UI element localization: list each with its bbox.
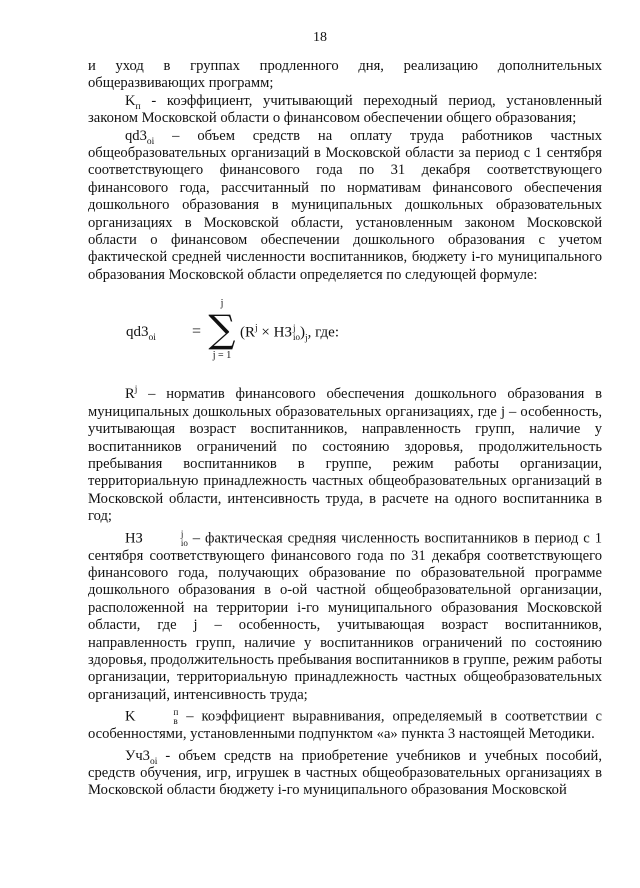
formula-n3-sub: io — [292, 332, 300, 343]
paragraph-kv-text: – коэффициент выравнивания, определяемый в соответствии с особенностями, установленными подпунктом «а» пункта 3 настоящей Методики. — [88, 708, 602, 743]
formula-sum — [205, 298, 239, 362]
paragraph-r-text: – норматив финансового обеспечения дошкольного образования в муниципальных дошкольных образовательных организациях, где j – особенность, учитывающая возраст воспитанников, направленность групп, наличие у воспитанников ограничений по состоянию здоровья, продолжительность пребывания воспитанников в группе, режим работы организации, территориальную принадлежность частных общеобразовательных организаций в Московской области, интенсивность труда, в расчете на одного воспитанника в год; — [88, 386, 602, 525]
paragraph-continuation: и уход в группах продленного дня, реализацию дополнительных общеразвивающих программ; — [88, 58, 602, 92]
formula — [88, 294, 602, 372]
symbol-kv: K — [125, 708, 136, 725]
paragraph-kp — [88, 93, 602, 128]
formula-paren-open: ( — [240, 324, 245, 341]
formula-r-sup: j — [255, 323, 258, 334]
formula-tail: , где: — [307, 324, 340, 341]
formula-rhs — [240, 324, 339, 342]
symbol-kv-scripts — [137, 708, 179, 726]
formula-n3-scripts — [293, 324, 300, 342]
paragraph-qd3-text: – объем средств на оплату труда работников частных общеобразовательных организаций в Московской области за период с 1 сентября соответствующего финансового года по 31 декабря соответствующего финансового года, рассчитанный по нормативам финансового обеспечения дошкольного образования в муниципальных дошкольных образовательных организациях в Московской области, установленным законом Московской области о финансовом обеспечении дошкольного образования с учетом фактической средней численности воспитанников, бюджету i-го муниципального образования Московской области определяется по следующей формуле: — [88, 127, 602, 283]
symbol-n3-sub: io — [180, 537, 188, 548]
formula-lhs — [126, 324, 156, 344]
paragraph-kp-text: - коэффициент, учитывающий переходный период, установленный законом Московской области о финансовом обеспечении общего образования; — [88, 92, 602, 127]
formula-sum-upper: j — [220, 298, 224, 310]
symbol-r-sup: j — [134, 385, 138, 396]
document-body — [88, 58, 602, 800]
paragraph-qd3 — [88, 128, 602, 285]
symbol-r: R — [125, 386, 135, 403]
symbol-k-sub-p: п — [135, 101, 141, 112]
formula-lhs-sub: oi — [148, 333, 156, 344]
symbol-n3: НЗ — [125, 529, 143, 546]
formula-sum-lower: j = 1 — [212, 350, 232, 362]
formula-r: R — [245, 324, 256, 341]
paragraph-uch3 — [88, 748, 602, 800]
symbol-kv-sub: в — [173, 716, 178, 727]
symbol-uch3: Уч3 — [125, 747, 150, 764]
symbol-uch3-sub: oi — [149, 756, 158, 767]
formula-paren-sub: j — [305, 333, 308, 344]
page-number: 18 — [313, 30, 327, 45]
formula-n3-sup: j — [292, 323, 296, 334]
sigma-symbol: ∑ — [208, 307, 236, 352]
paragraph-n3-text: – фактическая средняя численность воспитанников в период с 1 сентября соответствующего финансового года по 31 декабря соответствующего финансового года, получающих образование по образовательной программе дошкольного образования в о-ой частной общеобразовательной организации, расположенной на территории i-го муниципального образования Московской области, где j – особенность, учитывающая возраст воспитанников, направленность групп, наличие у воспитанников ограничений по состоянию здоровья, продолжительность пребывания воспитанников в группе, режим работы организации, территориальную принадлежность частных общеобразовательных организаций, интенсивность труда; — [88, 529, 603, 703]
paragraph-uch3-text: - объем средств на приобретение учебников и учебных пособий, средств обучения, игр, игрушек в частных общеобразовательных организациях в Московской области бюджету i-го муниципального образования Московской — [88, 747, 602, 799]
symbol-n3-sup: j — [180, 528, 184, 539]
symbol-k: K — [125, 92, 136, 109]
formula-paren-close: ) — [300, 324, 305, 341]
formula-equals: = — [192, 323, 202, 341]
formula-lhs-symbol: qd3 — [126, 324, 149, 341]
paragraph-kv — [88, 708, 602, 743]
symbol-qd3: qd3 — [125, 127, 147, 144]
formula-times: × — [261, 324, 270, 341]
paragraph-r — [88, 386, 602, 525]
symbol-qd3-sub: oi — [146, 136, 155, 147]
symbol-n3-scripts — [144, 530, 188, 548]
paragraph-n3 — [88, 530, 602, 705]
symbol-kv-sup: п — [173, 707, 179, 718]
formula-n3: НЗ — [273, 324, 292, 341]
